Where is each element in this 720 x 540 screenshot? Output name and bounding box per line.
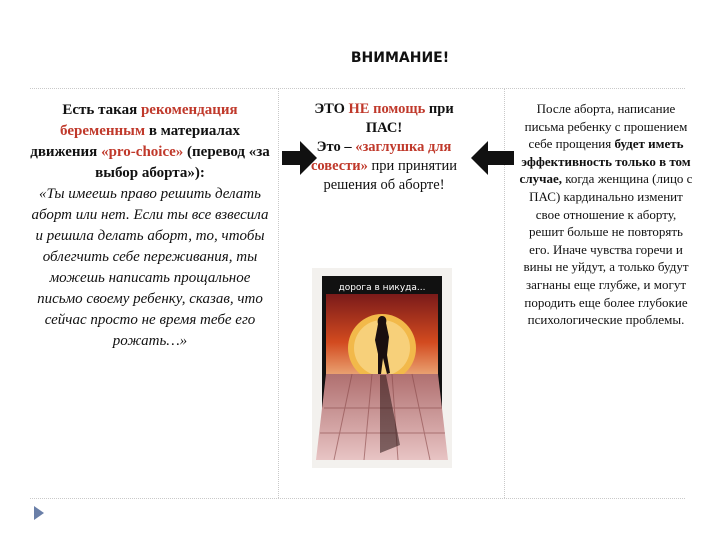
right-intro: После аборта, написание письма ребенку с прошением себе прощения [524,101,688,152]
left-highlight-recommendation: рекомендация беременным [60,102,238,139]
mid-not-help: НЕ помощь [348,101,426,117]
right-arrow-icon [282,138,318,178]
left-column-text [30,100,270,352]
right-column-text [518,100,694,329]
left-quote: «Ты имеешь право решить делать аборт или нет. Если ты все взвесила и решила делать аборт, то, чтобы облегчить себе переживания, ты можешь написать прощальное письмо своему ребенку, сказав, что сейчас просто не время тебе его рожать…» [31,186,269,349]
middle-column-text [306,100,462,195]
poster-caption: дорога в никуда... [338,283,426,293]
left-column-divider [278,88,279,498]
slide-title: ВНИМАНИЕ! [350,50,450,66]
left-highlight-prochoice: «pro-choice» [101,144,184,160]
bullet-icon [34,506,44,520]
mid-decision: при принятии решения об аборте! [323,158,457,193]
left-materials: в материалах движения [30,123,240,160]
mid-this: ЭТО [314,101,349,117]
left-arrow-icon [470,138,514,178]
left-translation: (перевод «за выбор аборта»): [95,144,270,181]
top-divider [30,88,685,89]
mid-conscience-plug: «заглушка для совести» [310,139,452,174]
left-intro: Есть такая [62,102,141,118]
right-rest: когда женщина (лицо с ПАС) кардинально изменит свое отношение к аборту, решит больше не повторять его. Иначе чувства горечи и вины не уйдут, а только будут загнаны еще глубже, и могут породить еще более глубокие психологические проблемы. [523,171,693,328]
right-effectiveness: будет иметь эффективность только в том случае, [519,136,691,187]
mid-this-is: Это – [316,139,356,155]
bottom-divider [30,498,685,499]
poster-image [312,268,452,468]
mid-pas: при ПАС! [365,101,454,136]
